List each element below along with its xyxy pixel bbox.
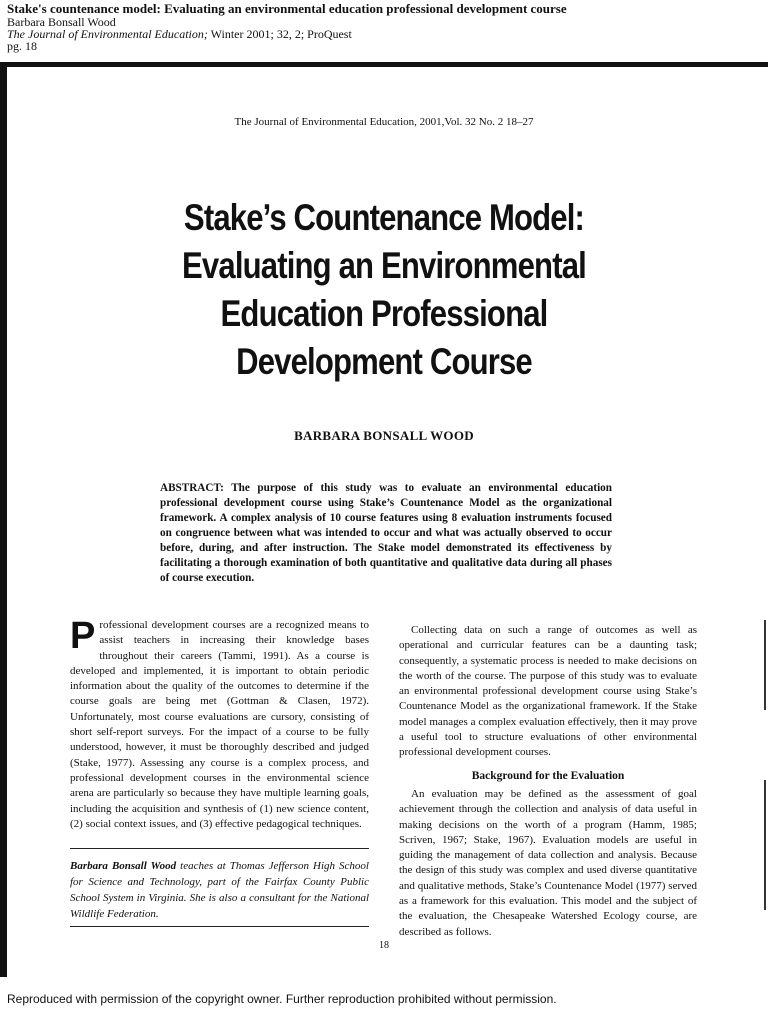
- page-number: 18: [379, 940, 389, 951]
- header-citation: [7, 28, 762, 40]
- bio-text: teaches at Thomas Jefferson High School for Science and Technology, part of the Fairfax County Public School System in Virginia. She is also a consultant for the National Wildlife Federation.: [70, 860, 369, 920]
- scan-edge-mark: [764, 620, 766, 710]
- bio-name: Barbara Bonsall Wood: [70, 860, 177, 872]
- title-line: Evaluating an Environmental: [182, 245, 586, 286]
- article-author: BARBARA BONSALL WOOD: [294, 428, 474, 443]
- left-column: [70, 615, 369, 832]
- header-issue: Winter 2001; 32, 2; ProQuest: [207, 27, 352, 41]
- scan-left-border: [0, 62, 7, 977]
- bio-top-rule: [70, 848, 369, 849]
- document-header: [7, 2, 762, 52]
- title-line: Education Professional: [220, 293, 548, 334]
- scanned-page: [0, 60, 768, 988]
- intro-text: rofessional development courses are a recognized means to assist teachers in increasing their knowledge bases throughout their careers (Tammi, 1991). As a course is developed and implemented, it is important to obtain periodic information about the quality of the outcomes to determine if the course goals are being met (Gottman & Clasen, 1972). Unfortunately, most course evaluations are cursory, consisting of short self-report surveys. For the impact of a course to be fully understood, however, it must be thoroughly described and judged (Stake, 1977). Assessing any course is a complex process, and professional development courses in the environmental science arena are particularly so because they have multiple learning goals, including the acquisition and synthesis of (1) new science content, (2) social context issues, and (3) effective pedagogical techniques.: [70, 619, 369, 830]
- section-heading: Background for the Evaluation: [471, 769, 625, 782]
- bio-bottom-rule: [70, 926, 369, 927]
- header-page: pg. 18: [7, 39, 37, 53]
- header-journal: The Journal of Environmental Education;: [7, 27, 208, 41]
- title-line: Stake’s Countenance Model:: [183, 197, 585, 238]
- right-column: [399, 623, 697, 940]
- abstract: ABSTRACT: The purpose of this study was to evaluate an environmental education professional development course using Stake’s Countenance Model as the organizational framework. A complex analysis of 10 course features using 8 evaluation instruments focused on congruence between what was intended to occur and what was actually observed to occur before, during, and after instruction. The Stake model demonstrated its effectiveness by facilitating a thorough examination of both quantitative and qualitative data during all phases of course execution.: [160, 482, 612, 584]
- article-title: [112, 194, 656, 386]
- header-author: Barbara Bonsall Wood: [7, 15, 116, 29]
- title-line: Development Course: [236, 341, 532, 382]
- scan-edge-mark: [764, 780, 766, 910]
- body-paragraph: Collecting data on such a range of outcomes as well as operational and curricular features can be a daunting task; consequently, a systematic process is needed to make decisions on the worth of the course. The purpose of this study was to evaluate an environmental professional development course using Stake’s Countenance Model as the organizational framework. If the Stake model manages a complex evaluation effectively, then it may prove a useful tool to structure evaluations of other environmental professional development courses.: [399, 624, 697, 759]
- journal-reference: The Journal of Environmental Education, 2001,Vol. 32 No. 2 18–27: [234, 116, 534, 128]
- body-paragraph: An evaluation may be defined as the assessment of goal achievement through the collection and analysis of data useful in making decisions on the worth of a program (Hamm, 1985; Scriven, 1967; Stake, 1967). Evaluation models are useful in guiding the management of data collection and analysis. Because the design of this study was complex and used diverse quantitative and qualitative methods, Stake’s Countenance Model (1977) served as a framework for this evaluation. This model and the subject of the evaluation, the Chesapeake Watershed Ecology course, are described as follows.: [399, 787, 697, 938]
- intro-paragraph: [70, 615, 369, 832]
- copyright-footer: Reproduced with permission of the copyright owner. Further reproduction prohibited without permission.: [7, 992, 557, 1006]
- drop-cap: P: [70, 615, 96, 657]
- scan-top-border: [7, 62, 768, 67]
- author-bio: [70, 858, 369, 922]
- header-title: Stake's countenance model: Evaluating an environmental education professional development course: [7, 1, 567, 16]
